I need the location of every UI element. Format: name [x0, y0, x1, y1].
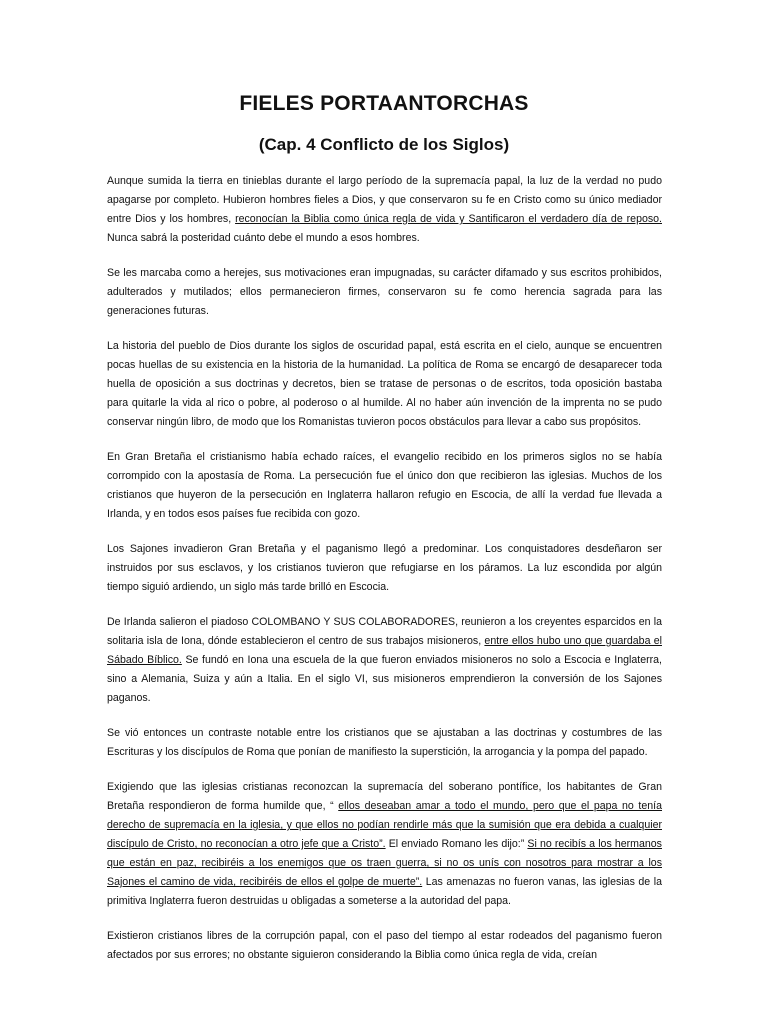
text-segment: El enviado Romano les dijo:” [385, 838, 528, 850]
text-segment: Las amenazas no fueron vanas, las iglesias de la primitiva Inglaterra fueron destruidas u obligadas a someterse a la autoridad del papa. [107, 876, 662, 907]
text-segment: Se les marcaba como a herejes, sus motivaciones eran impugnadas, su carácter difamado y sus escritos prohibidos, adulterados y mutilados; ellos permanecieron firmes, conservaron su fe como herencia sagrada para las generaciones futuras. [107, 267, 662, 317]
document-body [107, 172, 662, 981]
paragraph [107, 613, 662, 708]
text-segment: Aunque sumida la tierra en tinieblas durante el largo período de la supremacía papal, la luz de la verdad no pudo apagarse por completo. Hubieron hombres fieles a Dios, y que conservaron su fe en Cristo como su único mediador entre Dios y los hombres, [107, 175, 662, 225]
text-segment: La historia del pueblo de Dios durante los siglos de oscuridad papal, está escrita en el cielo, aunque se encuentren pocas huellas de su existencia en la historia de la humanidad. La política de Roma se encargó de desaparecer toda huella de oposición a sus doctrinas y decretos, bien se tratase de personas o de escritos, toda oposición bastaba para quitarle la vida al rico o pobre, al poderoso o al humilde. Al no haber aún invención de la imprenta no se pudo conservar ningún libro, de modo que los Romanistas tuvieron pocos obstáculos para llevar a cabo sus propósitos. [107, 340, 662, 428]
text-segment: Los Sajones invadieron Gran Bretaña y el paganismo llegó a predominar. Los conquistadores desdeñaron ser instruidos por sus esclavos, y los cristianos tuvieron que refugiarse en los páramos. La luz escondida por algún tiempo siguió ardiendo, un siglo más tarde brilló en Escocia. [107, 543, 662, 593]
text-segment: Exigiendo que las iglesias cristianas reconozcan la supremacía del soberano pontífice, los habitantes de Gran Bretaña respondieron de forma humilde que, “ [107, 781, 662, 812]
paragraph [107, 337, 662, 432]
paragraph [107, 448, 662, 524]
underlined-text: Si no recibís a los hermanos que están en paz, recibiréis a los enemigos que os traen guerra, si no os unís con nosotros para mostrar a los Sajones el camino de vida, recibiréis de ellos el golpe de muerte”. [107, 838, 662, 888]
underlined-text: ellos deseaban amar a todo el mundo, pero que el papa no tenía derecho de supremacía en la iglesia, y que ellos no podían rendirle más que la sumisión que era debida a cualquier discípulo de Cristo, no reconocían a otro jefe que a Cristo”. [107, 800, 662, 850]
underlined-text: entre ellos hubo uno que guardaba el Sábado Bíblico. [107, 635, 662, 666]
paragraph [107, 724, 662, 762]
text-segment: Se vió entonces un contraste notable entre los cristianos que se ajustaban a las doctrinas y costumbres de las Escrituras y los discípulos de Roma que ponían de manifiesto la superstición, la arrogancia y la pompa del papado. [107, 727, 662, 758]
paragraph [107, 927, 662, 965]
paragraph [107, 540, 662, 597]
text-segment: Existieron cristianos libres de la corrupción papal, con el paso del tiempo al estar rodeados del paganismo fueron afectados por sus errores; no obstante siguieron considerando la Biblia como única regla de vida, creían [107, 930, 662, 961]
paragraph [107, 778, 662, 911]
paragraph [107, 264, 662, 321]
text-segment: De Irlanda salieron el piadoso COLOMBANO Y SUS COLABORADORES, reunieron a los creyentes esparcidos en la solitaria isla de Iona, dónde establecieron el centro de sus trabajos misioneros, [107, 616, 662, 647]
text-segment: En Gran Bretaña el cristianismo había echado raíces, el evangelio recibido en los primeros siglos no se había corrompido con la apostasía de Roma. La persecución fue el único don que recibieron las iglesias. Muchos de los cristianos que huyeron de la persecución en Inglaterra hallaron refugio en Escocia, de allí la verdad fue llevada a Irlanda, y en todos esos países fue recibida con gozo. [107, 451, 662, 520]
paragraph [107, 172, 662, 248]
document-subtitle: (Cap. 4 Conflicto de los Siglos) [258, 135, 510, 154]
text-segment: Nunca sabrá la posteridad cuánto debe el mundo a esos hombres. [107, 232, 420, 244]
document-title: FIELES PORTAANTORCHAS [239, 92, 529, 115]
underlined-text: reconocían la Biblia como única regla de vida y Santificaron el verdadero día de reposo. [235, 213, 662, 225]
text-segment: Se fundó en Iona una escuela de la que fueron enviados misioneros no solo a Escocia e Inglaterra, sino a Alemania, Suiza y aún a Italia. En el siglo VI, sus misioneros emprendieron la conversión de los Sajones paganos. [107, 654, 662, 704]
